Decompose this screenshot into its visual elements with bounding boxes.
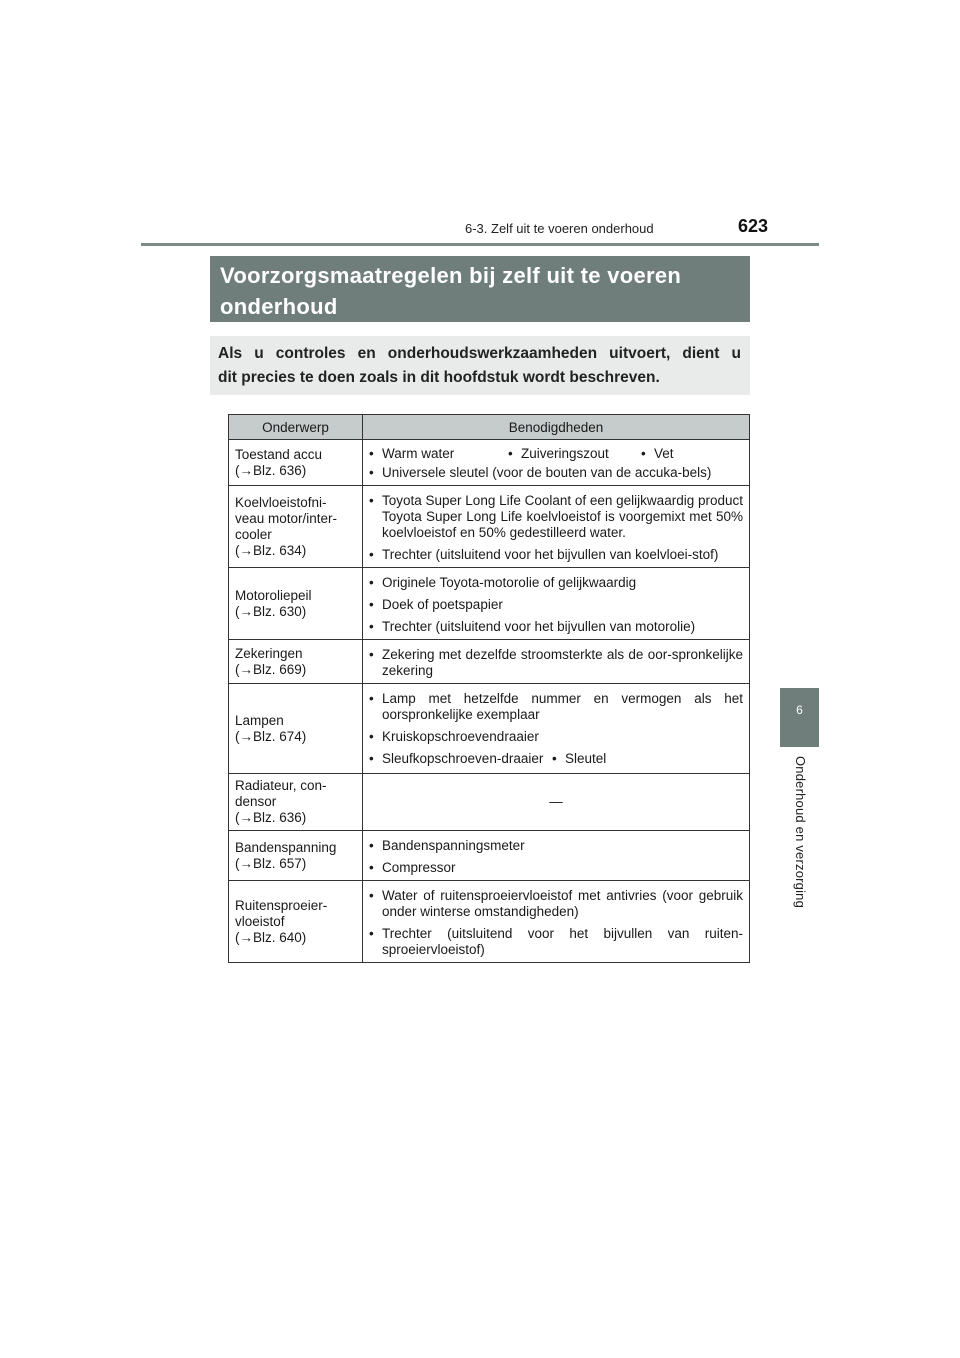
table-row <box>229 640 750 684</box>
row-subject <box>229 486 363 568</box>
list-item: • Doek of poetspapier <box>369 597 743 613</box>
list-item: • Compressor <box>369 860 743 876</box>
row-needs <box>363 640 750 684</box>
table-row <box>229 440 750 486</box>
subject-line: Motoroliepeil <box>235 587 312 603</box>
intro-line-2: dit precies te doen zoals in dit hoofdstuk wordt beschreven. <box>218 369 660 386</box>
page-reference: (→Blz. 640) <box>235 929 307 945</box>
item-text: • Toyota Super Long Life Coolant of een gelijkwaardig product <box>382 493 743 508</box>
row-needs <box>363 440 750 486</box>
subject-line: Koelvloeistofni- <box>235 494 327 510</box>
table-row <box>229 684 750 774</box>
row-needs <box>363 568 750 640</box>
section-title: 6-3. Zelf uit te voeren onderhoud <box>465 221 654 236</box>
chapter-number: 6 <box>796 703 803 717</box>
row-subject <box>229 568 363 640</box>
list-item: • Water of ruitensproeiervloeistof met antivries (voor gebruik onder winterse omstandigheden) <box>369 888 743 920</box>
list-item: • Trechter (uitsluitend voor het bijvullen van motorolie) <box>369 619 743 635</box>
subject-line: densor <box>235 794 277 809</box>
row-subject <box>229 684 363 774</box>
page-reference: (→Blz. 674) <box>235 728 307 744</box>
page-reference: (→Blz. 669) <box>235 661 307 677</box>
page-reference: (→Blz. 634) <box>235 542 307 558</box>
page-reference: (→Blz. 657) <box>235 855 307 871</box>
row-subject <box>229 440 363 486</box>
heading-line-2: onderhoud <box>220 294 338 319</box>
column-header-needs: Benodigdheden <box>363 415 750 440</box>
row-needs <box>363 684 750 774</box>
list-item: • Sleufkopschroeven-draaier <box>369 751 552 767</box>
page-heading <box>210 256 750 322</box>
table-row <box>229 486 750 568</box>
subject-line: Toestand accu <box>235 446 323 462</box>
list-item: • Originele Toyota-motorolie of gelijkwaardig <box>369 575 743 591</box>
table-row <box>229 568 750 640</box>
chapter-label: Onderhoud en verzorging <box>793 756 808 909</box>
list-item <box>369 493 743 541</box>
chapter-tab <box>780 688 819 747</box>
subject-line: vloeistof <box>235 913 285 929</box>
row-subject <box>229 881 363 963</box>
item-note: Toyota Super Long Life koelvloeistof is voorgemixt met 50% koelvloeistof en 50% gedestilleerd water. <box>382 509 743 540</box>
page-reference: (→Blz. 630) <box>235 603 307 619</box>
subject-line: cooler <box>235 526 272 542</box>
list-item: • Universele sleutel (voor de bouten van de accuka-bels) <box>369 465 743 481</box>
row-subject <box>229 831 363 881</box>
subject-line: Bandenspanning <box>235 839 337 855</box>
page-reference: (→Blz. 636) <box>235 810 307 825</box>
table-row <box>229 831 750 881</box>
list-item: • Kruiskopschroevendraaier <box>369 729 743 745</box>
inline-items <box>369 446 743 462</box>
list-item: • Trechter (uitsluitend voor het bijvullen van koelvloei-stof) <box>369 547 743 563</box>
table-header-row <box>229 415 750 440</box>
subject-line: veau motor/inter- <box>235 510 338 526</box>
page-number: 623 <box>738 216 769 236</box>
row-needs <box>363 486 750 568</box>
subject-line: Zekeringen <box>235 645 303 661</box>
subject-line: Lampen <box>235 712 284 728</box>
list-item: • Vet <box>641 446 674 462</box>
list-item: • Bandenspanningsmeter <box>369 838 743 854</box>
row-needs <box>363 881 750 963</box>
list-item: • Zekering met dezelfde stroomsterkte als de oor-spronkelijke zekering <box>369 647 743 679</box>
row-subject <box>229 774 363 831</box>
table-row <box>229 881 750 963</box>
heading-line-1: Voorzorgsmaatregelen bij zelf uit te voeren <box>220 263 682 288</box>
subject-line: Ruitensproeier- <box>235 897 328 913</box>
inline-items <box>369 751 743 767</box>
row-subject <box>229 640 363 684</box>
table-row <box>229 774 750 831</box>
header-rule <box>141 243 819 246</box>
column-header-subject: Onderwerp <box>229 415 363 440</box>
list-item: • Lamp met hetzelfde nummer en vermogen als het oorspronkelijke exemplaar <box>369 691 743 723</box>
subject-line: Radiateur, con- <box>235 778 327 793</box>
row-needs-empty: — <box>363 774 750 831</box>
intro-box <box>210 336 750 395</box>
list-item: • Trechter (uitsluitend voor het bijvullen van ruiten-sproeiervloeistof) <box>369 926 743 958</box>
maintenance-table <box>228 414 750 963</box>
row-needs <box>363 831 750 881</box>
intro-line-1: Als u controles en onderhoudswerkzaamheden uitvoert, dient u <box>218 345 741 362</box>
page-reference: (→Blz. 636) <box>235 462 307 478</box>
list-item: • Warm water <box>369 446 508 462</box>
list-item: • Zuiveringszout <box>508 446 641 462</box>
list-item: • Sleutel <box>552 751 606 767</box>
